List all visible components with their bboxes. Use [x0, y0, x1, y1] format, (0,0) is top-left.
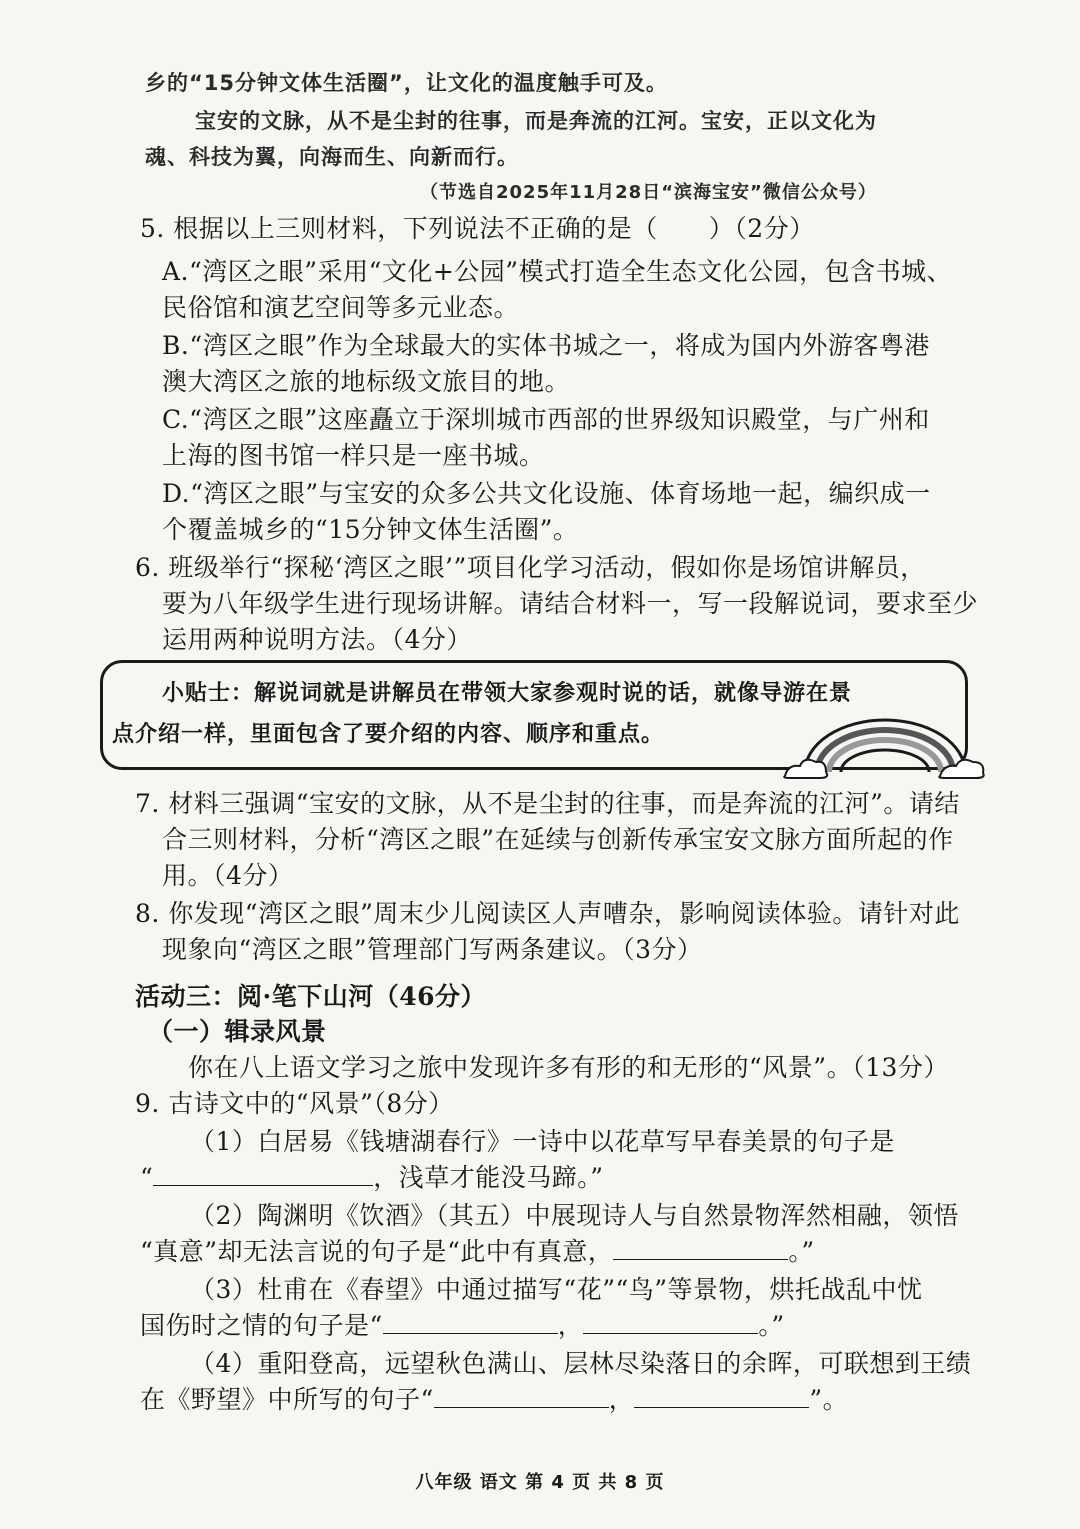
q5-option-d-cont: 个覆盖城乡的“15分钟文体生活圈”。 — [162, 515, 579, 544]
question-7: 7. 材料三强调“宝安的文脉，从不是尘封的往事，而是奔流的江河”。请结 — [135, 789, 960, 818]
material-line: 乡的“15分钟文体生活圈”，让文化的温度触手可及。 — [145, 71, 668, 95]
q5-option-d: D.“湾区之眼”与宝安的众多公共文化设施、体育场地一起，编织成一 — [162, 479, 931, 508]
question-5-stem: 5. 根据以上三则材料，下列说法不正确的是（ ）（2分） — [140, 214, 815, 243]
answer-blank[interactable] — [434, 1385, 609, 1408]
tip-line: 点介绍一样，里面包含了要介绍的内容、顺序和重点。 — [112, 722, 665, 747]
tip-line: 小贴士：解说词就是讲解员在带领大家参观时说的话，就像导游在景 — [162, 681, 853, 706]
answer-blank[interactable] — [613, 1237, 788, 1260]
q9-part-3-answer-line: 国伤时之情的句子是“ ， 。” — [140, 1311, 785, 1340]
question-9-stem: 9. 古诗文中的“风景”（8分） — [135, 1089, 454, 1118]
material-line: 魂、科技为翼，向海而生、向新而行。 — [145, 145, 519, 169]
q9-part-3: （3）杜甫在《春望》中通过描写“花”“鸟”等景物，烘托战乱中忧 — [190, 1275, 923, 1304]
question-7-cont: 合三则材料，分析“湾区之眼”在延续与创新传承宝安文脉方面所起的作 — [162, 825, 954, 854]
q9-part-2: （2）陶渊明《饮酒》（其五）中展现诗人与自然景物浑然相融，领悟 — [190, 1201, 959, 1230]
activity-3-title: 活动三：阅·笔下山河（46分） — [135, 982, 486, 1011]
question-6-cont: 要为八年级学生进行现场讲解。请结合材料一，写一段解说词，要求至少 — [162, 589, 979, 618]
answer-blank[interactable] — [583, 1311, 758, 1334]
activity-3-subtitle: （一）辑录风景 — [148, 1017, 327, 1046]
question-7-cont: 用。（4分） — [162, 861, 294, 890]
answer-blank[interactable] — [383, 1311, 558, 1334]
q5-option-c: C.“湾区之眼”这座矗立于深圳城市西部的世界级知识殿堂，与广州和 — [162, 405, 930, 434]
q5-option-b-cont: 澳大湾区之旅的地标级文旅目的地。 — [162, 367, 571, 396]
question-6-cont: 运用两种说明方法。（4分） — [162, 625, 472, 654]
material-source: （节选自2025年11月28日“滨海宝安”微信公众号） — [420, 182, 877, 203]
q5-option-a-cont: 民俗馆和演艺空间等多元业态。 — [162, 293, 520, 322]
material-line: 宝安的文脉，从不是尘封的往事，而是奔流的江河。宝安，正以文化为 — [195, 109, 877, 133]
q9-part-1: （1）白居易《钱塘湖春行》一诗中以花草写早春美景的句子是 — [190, 1127, 895, 1156]
q9-part-2-answer-line: “真意”却无法言说的句子是“此中有真意， 。” — [140, 1237, 815, 1266]
question-6: 6. 班级举行“探秘‘湾区之眼’”项目化学习活动，假如你是场馆讲解员， — [135, 553, 926, 582]
page-footer: 八年级 语文 第 4 页 共 8 页 — [415, 1472, 665, 1493]
q5-option-c-cont: 上海的图书馆一样只是一座书城。 — [162, 441, 545, 470]
activity-3-intro: 你在八上语文学习之旅中发现许多有形的和无形的“风景”。（13分） — [188, 1053, 949, 1082]
q5-option-b: B.“湾区之眼”作为全球最大的实体书城之一，将成为国内外游客粤港 — [162, 331, 930, 360]
answer-blank[interactable] — [634, 1385, 809, 1408]
rainbow-cloud-icon — [780, 710, 990, 780]
question-8-cont: 现象向“湾区之眼”管理部门写两条建议。（3分） — [162, 935, 703, 964]
q5-option-a: A.“湾区之眼”采用“文化+公园”模式打造全生态文化公园，包含书城、 — [162, 257, 953, 286]
q9-part-4: （4）重阳登高，远望秋色满山、层林尽染落日的余晖，可联想到王绩 — [190, 1349, 972, 1378]
question-8: 8. 你发现“湾区之眼”周末少儿阅读区人声嘈杂，影响阅读体验。请针对此 — [135, 899, 960, 928]
answer-blank[interactable] — [153, 1163, 373, 1186]
q9-part-4-answer-line: 在《野望》中所写的句子“ ， ”。 — [140, 1385, 849, 1414]
q9-part-1-answer-line: “ ，浅草才能没马蹄。” — [140, 1163, 604, 1192]
